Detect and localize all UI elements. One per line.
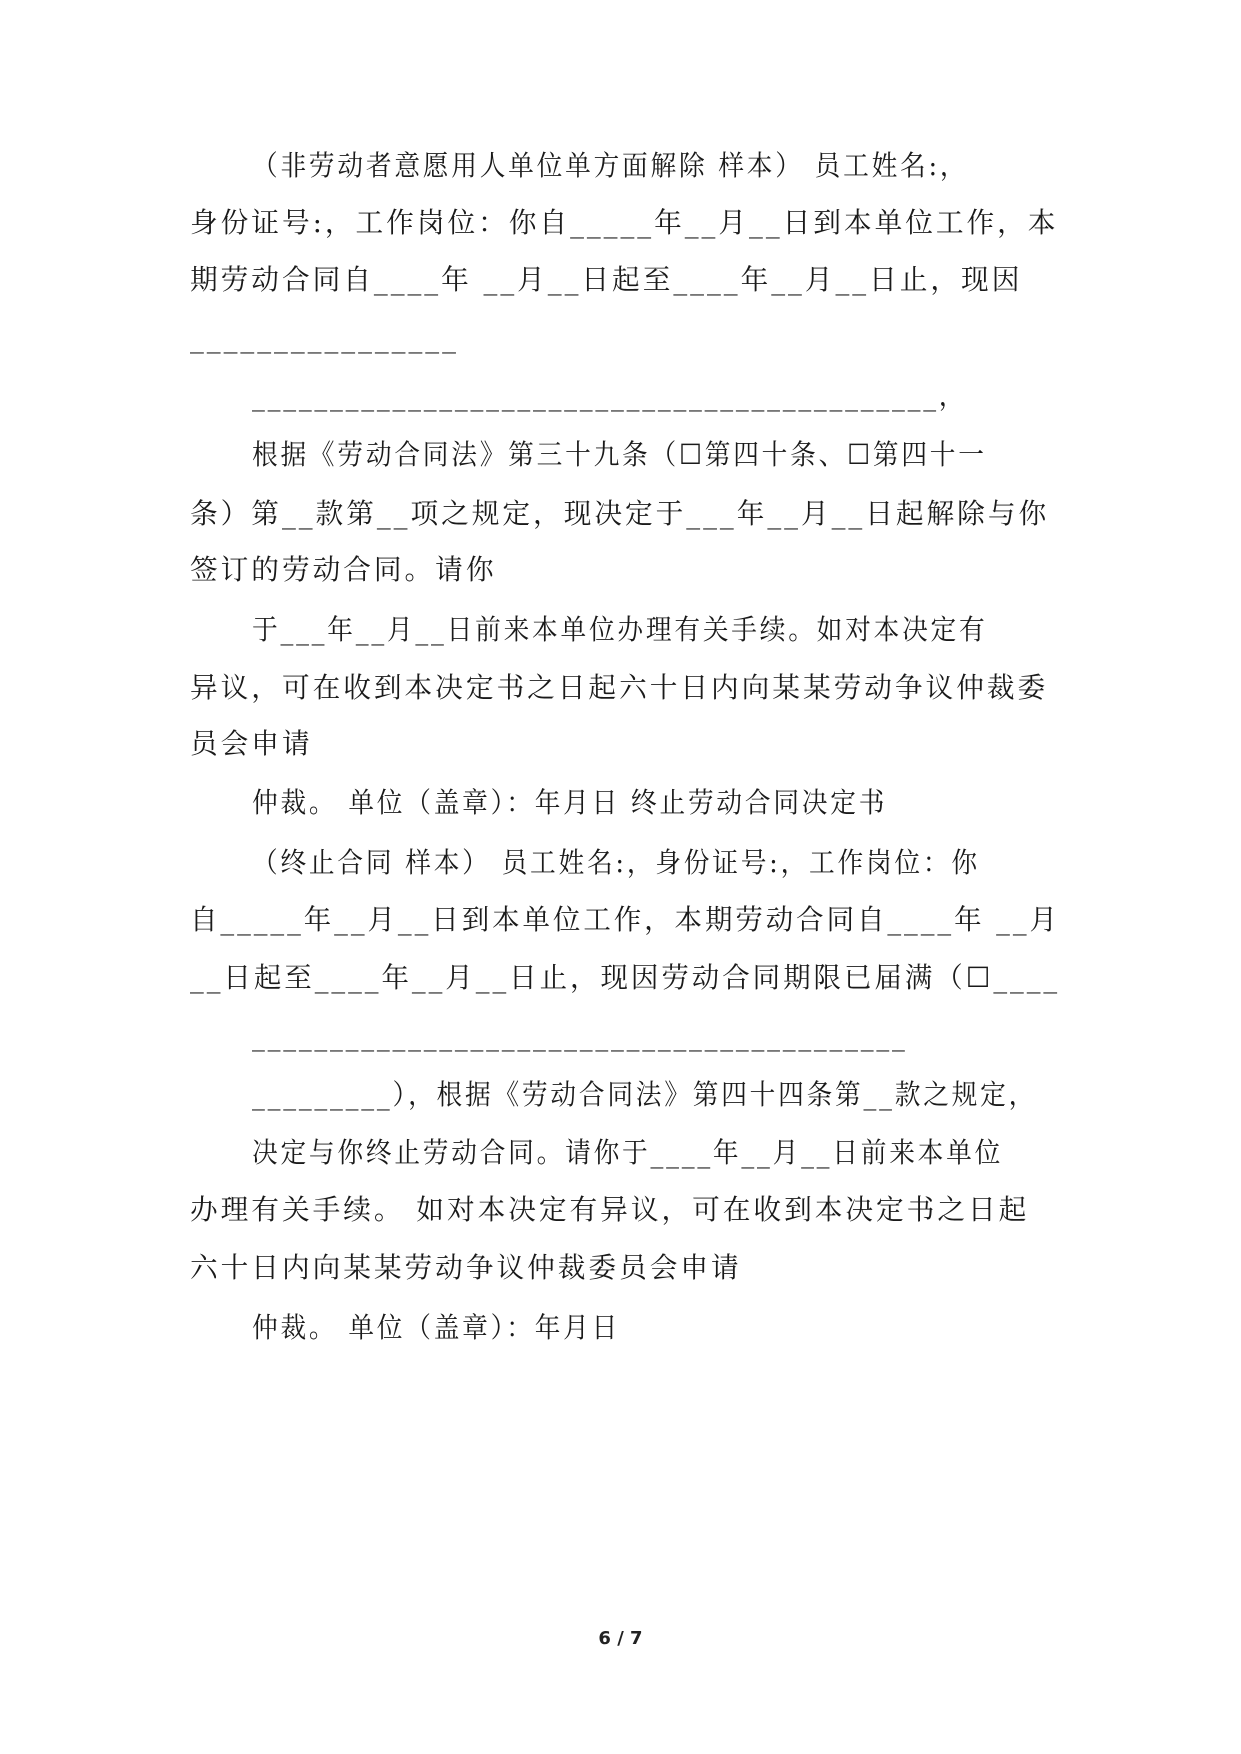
- text-line: （非劳动者意愿用人单位单方面解除 样本） 员工姓名:，: [252, 149, 969, 182]
- text-line: 期劳动合同自____年 __月__日起至____年__月__日止，现因: [190, 263, 1023, 296]
- text-line: ________________: [190, 321, 459, 354]
- text-line: 员会申请: [190, 727, 313, 760]
- text-line: 六十日内向某某劳动争议仲裁委员会申请: [190, 1251, 742, 1284]
- text-line: 仲裁。 单位（盖章）：年月日 终止劳动合同决定书: [252, 786, 888, 819]
- text-line: 于___年__月__日前来本单位办理有关手续。如对本决定有: [252, 613, 988, 646]
- text-line: 条）第__款第__项之规定，现决定于___年__月__日起解除与你: [190, 497, 1050, 530]
- text-line: （终止合同 样本） 员工姓名:，身份证号:，工作岗位：你: [252, 846, 980, 879]
- text-line: _________），根据《劳动合同法》第四十四条第__款之规定，: [252, 1078, 1038, 1111]
- text-line: 决定与你终止劳动合同。请你于____年__月__日前来本单位: [252, 1136, 1004, 1169]
- page-number: 6 / 7: [598, 1628, 643, 1649]
- text-line: __________________________________________: [252, 1019, 908, 1052]
- text-line: 办理有关手续。 如对本决定有异议，可在收到本决定书之日起: [190, 1193, 1030, 1226]
- text-line: 异议，可在收到本决定书之日起六十日内向某某劳动争议仲裁委: [190, 671, 1049, 704]
- text-line: ____________________________________________，: [252, 379, 968, 412]
- text-line: __日起至____年__月__日止，现因劳动合同期限已届满（☐____: [190, 961, 1061, 994]
- text-line: 自_____年__月__日到本单位工作，本期劳动合同自____年 __月: [190, 903, 1060, 936]
- text-line: 身份证号:，工作岗位：你自_____年__月__日到本单位工作，本: [190, 206, 1059, 239]
- text-line: 仲裁。 单位（盖章）：年月日: [252, 1311, 621, 1344]
- text-line: 根据《劳动合同法》第三十九条（☐第四十条、☐第四十一: [252, 438, 987, 471]
- text-line: 签订的劳动合同。请你: [190, 553, 497, 586]
